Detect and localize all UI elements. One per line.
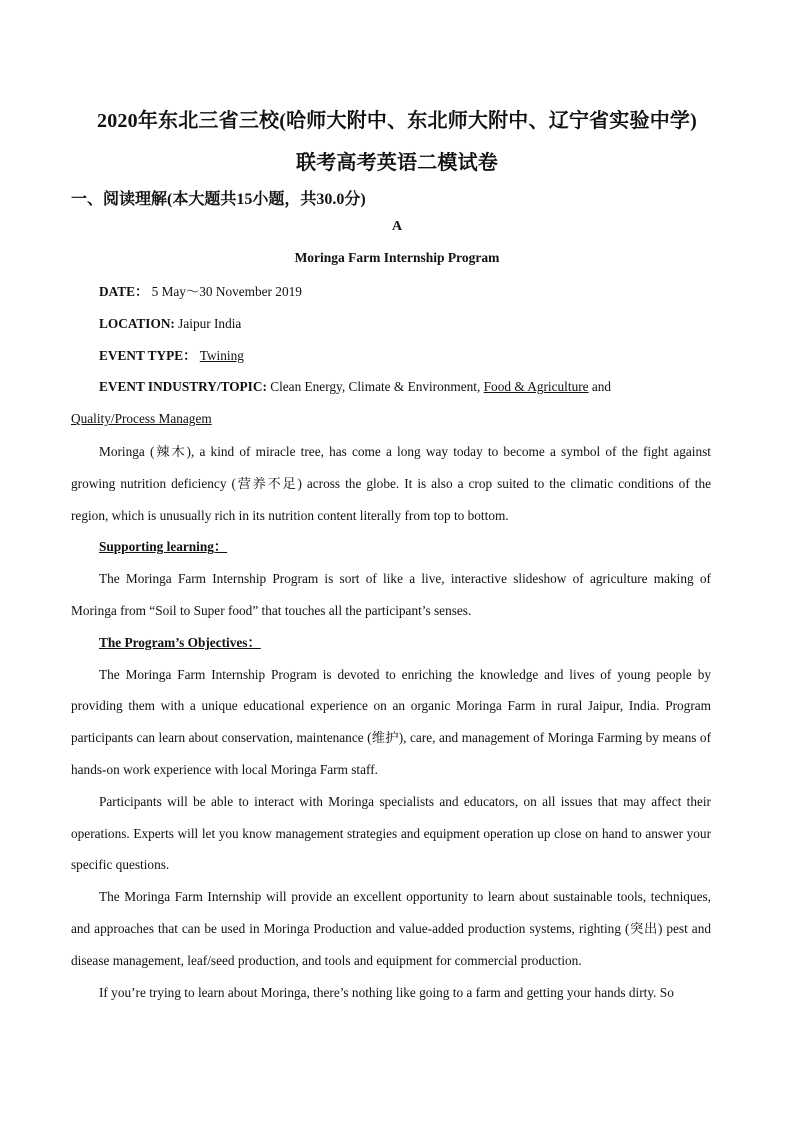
heading-objectives: The Program’s Objectives： xyxy=(99,634,261,650)
paragraph-objectives-4: If you’re trying to learn about Moringa, there’s nothing like going to a farm and getting your hands dirty. So xyxy=(99,984,674,1000)
date-value: 5 May～30 November 2019 xyxy=(148,284,302,299)
topic-link-food-agriculture[interactable]: Food & Agriculture xyxy=(483,379,589,395)
topic-line xyxy=(71,371,711,403)
passage-body xyxy=(71,436,711,1008)
topic-and: and xyxy=(588,379,612,395)
event-type-link[interactable]: Twining xyxy=(199,347,244,363)
event-type-label: EVENT TYPE： xyxy=(99,347,197,363)
section-heading: 一、阅读理解(本大题共15小题，共30.0分) xyxy=(71,191,366,208)
topic-label: EVENT INDUSTRY/TOPIC: xyxy=(99,379,267,395)
program-meta xyxy=(71,276,711,435)
paragraph-objectives-2: Participants will be able to interact with Moringa specialists and educators, on all issues that may affect their operations. Experts will let you know management strategies and equipment operation up close on hand to answer your specific questions. xyxy=(71,793,711,873)
date-label: DATE： xyxy=(99,284,149,299)
date-line xyxy=(71,276,711,308)
paragraph-intro: Moringa (辣木), a kind of miracle tree, has come a long way today to become a symbol of the fight against growing nutrition deficiency (营养不足) across the globe. It is also a crop suited to the climatic conditions of the region, which is unusually rich in its nutrition content literally from top to bottom. xyxy=(71,444,711,523)
location-value: Jaipur India xyxy=(174,315,242,331)
topic-line-continued xyxy=(71,403,711,435)
paragraph-objectives-1: The Moringa Farm Internship Program is devoted to enriching the knowledge and lives of young people by providing them with a unique educational experience on an organic Moringa Farm in rural Jaipur, India. Program participants can learn about conservation, maintenance (维护), care, and management of Moringa Farming by means of hands-on work experience with local Moringa Farm staff. xyxy=(71,666,711,777)
exam-title-line-2: 联考高考英语二模试卷 xyxy=(296,152,498,174)
topic-link-quality-process[interactable]: Quality/Process Managem xyxy=(71,411,212,427)
program-title: Moringa Farm Internship Program xyxy=(294,250,500,265)
exam-title-line-1: 2020年东北三省三校(哈师大附中、东北师大附中、辽宁省实验中学) xyxy=(97,110,697,132)
topic-value: Clean Energy, Climate & Environment, xyxy=(266,379,484,395)
passage-letter: A xyxy=(391,219,403,234)
heading-supporting-learning: Supporting learning： xyxy=(99,539,228,555)
paragraph-supporting: The Moringa Farm Internship Program is sort of like a live, interactive slideshow of agriculture making of Moringa from “Soil to Super food” that touches all the participant’s senses. xyxy=(71,571,711,618)
paragraph-objectives-3: The Moringa Farm Internship will provide an excellent opportunity to learn about sustainable tools, techniques, and approaches that can be used in Moringa Production and value-added production systems, righting (突出) pest and disease management, leaf/seed production, and tools and equipment for commercial production. xyxy=(71,889,711,968)
location-label: LOCATION: xyxy=(99,315,175,331)
event-type-line xyxy=(71,340,711,372)
location-line xyxy=(71,308,711,340)
